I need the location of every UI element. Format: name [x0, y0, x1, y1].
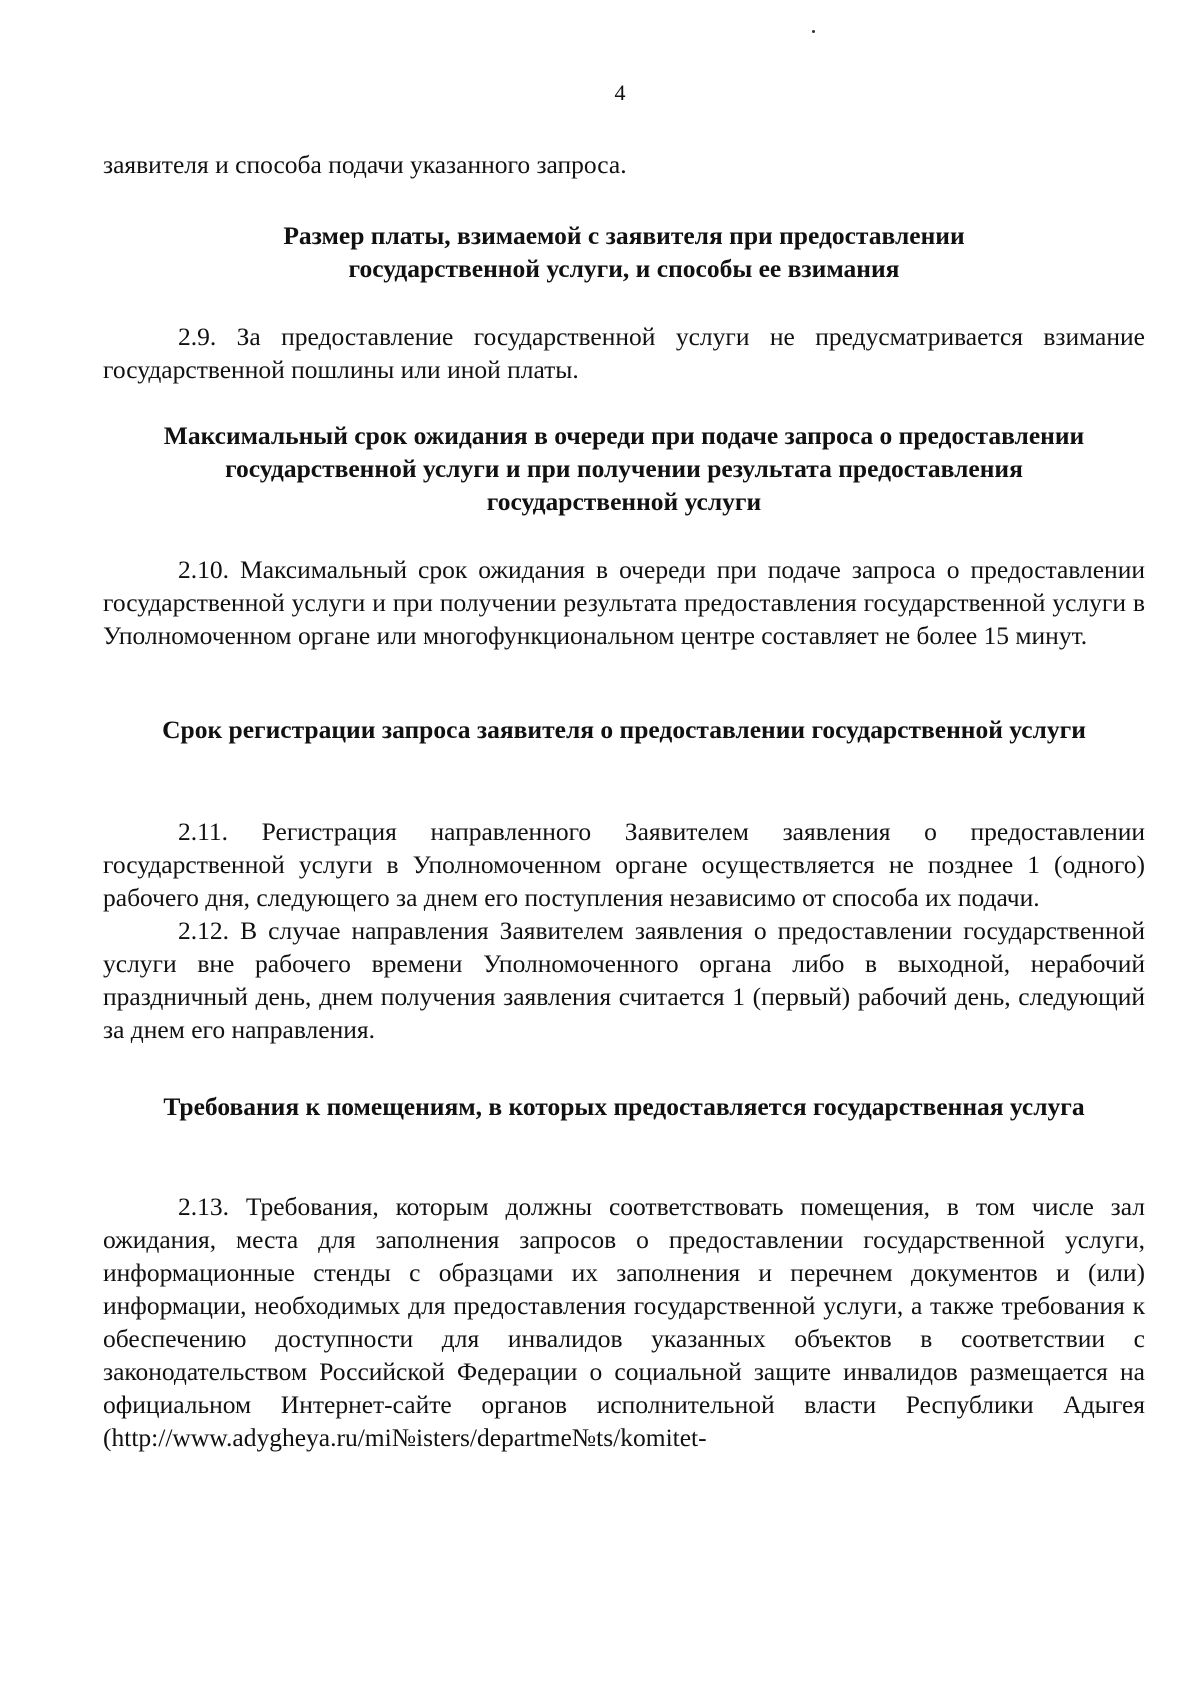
section-body-registration — [103, 815, 1145, 1046]
paragraph-2-9: 2.9. За предоставление государственной услуги не предусматривается взимание государственной пошлины или иной платы. — [103, 322, 1145, 384]
scan-speck — [812, 30, 815, 33]
paragraph-2-11: 2.11. Регистрация направленного Заявителем заявления о предоставлении государственной услуги в Уполномоченном органе осуществляется не позднее 1 (одного) рабочего дня, следующего за днем его поступления независимо от способа их подачи. — [103, 817, 1145, 912]
section-heading-registration: Срок регистрации запроса заявителя о предоставлении государственной услуги — [162, 715, 1086, 744]
section-body-premises — [103, 1190, 1145, 1454]
intro-fragment: заявителя и способа подачи указанного запроса. — [103, 150, 627, 179]
section-heading-fee: Размер платы, взимаемой с заявителя при предоставлении государственной услуги, и способы ее взимания — [283, 221, 965, 283]
paragraph-2-13: 2.13. Требования, которым должны соответствовать помещения, в том числе зал ожидания, места для заполнения запросов о предоставлении государственной услуги, информационные стенды с образцами их заполнения и перечнем документов и (или) информации, необходимых для предоставления государственной услуги, а также требования к обеспечению доступности для инвалидов указанных объектов в соответствии с законодательством Российской Федерации о социальной защите инвалидов размещается на официальном Интернет-сайте органов исполнительной власти Республики Адыгея (http://www.adygheya.ru/mi№isters/departme№ts/komitet- — [103, 1192, 1145, 1452]
section-heading-queue: Максимальный срок ожидания в очереди при подаче запроса о предоставлении государственной услуги и при получении результата предоставления государственной услуги — [163, 421, 1085, 516]
intro-fragment-block — [103, 148, 1145, 181]
section-body-queue — [103, 553, 1145, 652]
paragraph-2-12: 2.12. В случае направления Заявителем заявления о предоставлении государственной услуги вне рабочего времени Уполномоченного органа либо в выходной, нерабочий праздничный день, днем получения заявления считается 1 (первый) рабочий день, следующий за днем его направления. — [103, 916, 1145, 1044]
section-body-fee — [103, 320, 1145, 386]
section-heading-premises: Требования к помещениям, в которых предоставляется государственная услуга — [163, 1092, 1085, 1121]
page-number: 4 — [614, 80, 626, 105]
paragraph-2-10: 2.10. Максимальный срок ожидания в очереди при подаче запроса о предоставлении государственной услуги и при получении результата предоставления государственной услуги в Уполномоченном органе или многофункциональном центре составляет не более 15 минут. — [103, 555, 1145, 650]
